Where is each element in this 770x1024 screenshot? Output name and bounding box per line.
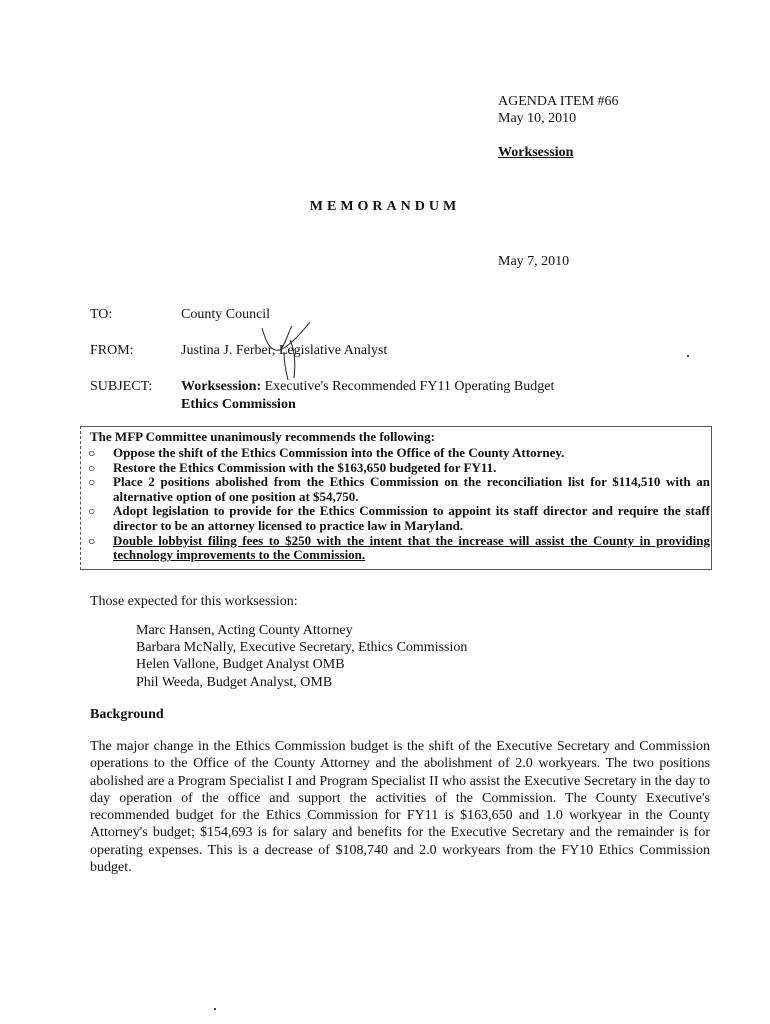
attendee: Helen Vallone, Budget Analyst OMB: [136, 657, 345, 673]
stray-mark: [214, 1008, 216, 1010]
bullet-icon: ○: [88, 475, 96, 490]
recommendation-item: ○ Oppose the shift of the Ethics Commission into the Office of the County Attorney.: [88, 445, 565, 460]
expected-intro: Those expected for this worksession:: [90, 594, 298, 609]
bullet-icon: ○: [88, 533, 96, 548]
recommendation-item: ○ Adopt legislation to provide for the Ethics Commission to appoint its staff director and require the staff director to be an attorney licensed to practice law in Maryland.: [88, 503, 710, 533]
background-paragraph: The major change in the Ethics Commission budget is the shift of the Executive Secretary and Commission operations to the Office of the County Attorney and the abolishment of 2.0 workyears. The two positions abolished are a Program Specialist I and Program Specialist II who assist the Executive Secretary in the day to day operation of the office and support the activities of the Commission. The County Executive's recommended budget for the Ethics Commission for FY11 is $163,650 and 1.0 workyear in the County Attorney's budget; $154,693 is for salary and benefits for the Executive Secretary and the remainder is for operating expenses. This is a decrease of $108,740 and 2.0 workyears from the FY10 Ethics Commission budget.: [90, 739, 710, 876]
from-value: Justina J. Ferber, Legislative Analyst: [181, 343, 388, 358]
to-value: County Council: [181, 307, 271, 322]
attendee: Marc Hansen, Acting County Attorney: [136, 623, 353, 638]
attendee-list: [136, 622, 467, 691]
background-heading: Background: [90, 707, 164, 722]
recommendation-item: ○ Place 2 positions abolished from the Ethics Commission on the reconciliation list for $114,510 with an alternative option of one position at $54,750.: [88, 474, 710, 504]
agenda-item: AGENDA ITEM #66: [498, 94, 619, 109]
agenda-date: May 10, 2010: [498, 111, 577, 126]
bullet-icon: ○: [88, 460, 96, 475]
to-label: TO:: [90, 307, 113, 322]
recommendation-title: The MFP Committee unanimously recommends the following:: [90, 429, 435, 444]
memo-title: MEMORANDUM: [309, 199, 461, 214]
subject-line2: Ethics Commission: [181, 397, 296, 412]
subject-value: [181, 379, 554, 395]
stray-mark: [687, 355, 689, 357]
bullet-icon: ○: [88, 446, 96, 460]
agenda-block: [498, 93, 619, 127]
worksession-label: Worksession: [498, 145, 574, 160]
attendee: Barbara McNally, Executive Secretary, Ethics Commission: [136, 640, 468, 656]
bullet-icon: ○: [88, 504, 96, 519]
from-label: FROM:: [90, 343, 134, 358]
recommendation-list: [86, 446, 710, 563]
subject-label: SUBJECT:: [90, 379, 153, 394]
signature-icon: [250, 322, 320, 382]
recommendation-item: ○ Double lobbyist filing fees to $250 with the intent that the increase will assist the County in providing technology improvements to the Commission.: [88, 532, 710, 563]
memo-date: May 7, 2010: [498, 254, 570, 269]
subject-bold: Worksession:: [181, 379, 262, 394]
subject-rest: Executive's Recommended FY11 Operating Budget: [261, 379, 555, 394]
attendee: Phil Weeda, Budget Analyst, OMB: [136, 674, 333, 690]
recommendation-item: ○ Restore the Ethics Commission with the $163,650 budgeted for FY11.: [88, 459, 497, 475]
